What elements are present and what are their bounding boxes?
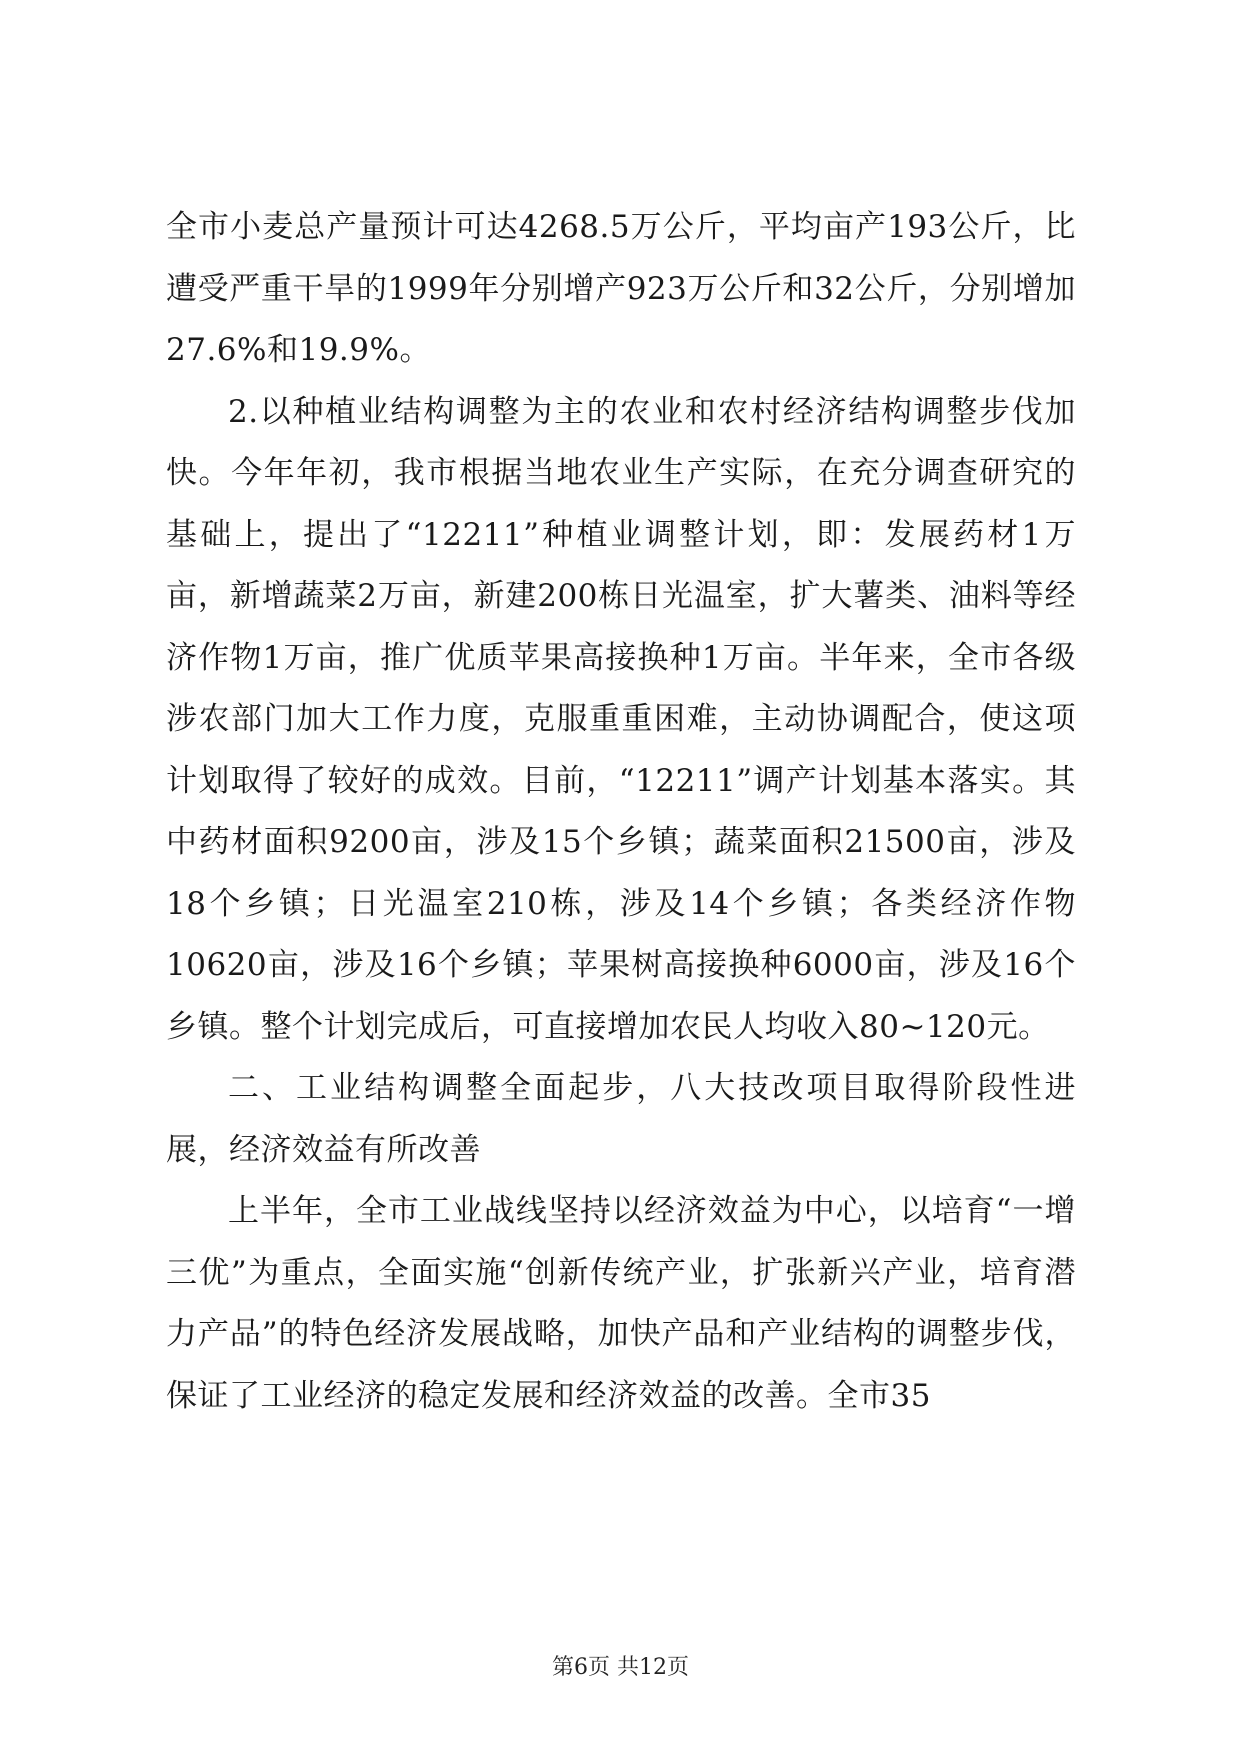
page-number-footer: 第6页 共12页 — [552, 1655, 689, 1680]
section-heading-industry: 二、工业结构调整全面起步，八大技改项目取得阶段性进展，经济效益有所改善 — [166, 1070, 1076, 1168]
paragraph-planting-adjustment: 2.以种植业结构调整为主的农业和农村经济结构调整步伐加快。今年年初，我市根据当地农业生产实际，在充分调查研究的基础上，提出了“12211”种植业调整计划，即：发展药材1万亩，新增蔬菜2万亩，新建200栋日光温室，扩大薯类、油料等经济作物1万亩，推广优质苹果高接换种1万亩。半年来，全市各级涉农部门加大工作力度，克服重重困难，主动协调配合，使这项计划取得了较好的成效。目前，“12211”调产计划基本落实。其中药材面积9200亩，涉及15个乡镇；蔬菜面积21500亩，涉及18个乡镇；日光温室210栋，涉及14个乡镇；各类经济作物10620亩，涉及16个乡镇；苹果树高接换种6000亩，涉及16个乡镇。整个计划完成后，可直接增加农民人均收入80~120元。 — [166, 393, 1076, 1045]
paragraph-wheat-output: 全市小麦总产量预计可达4268.5万公斤，平均亩产193公斤，比遭受严重干旱的1999年分别增产923万公斤和32公斤，分别增加27.6%和19.9%。 — [166, 209, 1076, 368]
document-body — [166, 197, 1076, 1427]
paragraph-industry-first-half: 上半年，全市工业战线坚持以经济效益为中心，以培育“一增三优”为重点，全面实施“创新传统产业，扩张新兴产业，培育潜力产品”的特色经济发展战略，加快产品和产业结构的调整步伐，保证了工业经济的稳定发展和经济效益的改善。全市35 — [166, 1193, 1076, 1414]
